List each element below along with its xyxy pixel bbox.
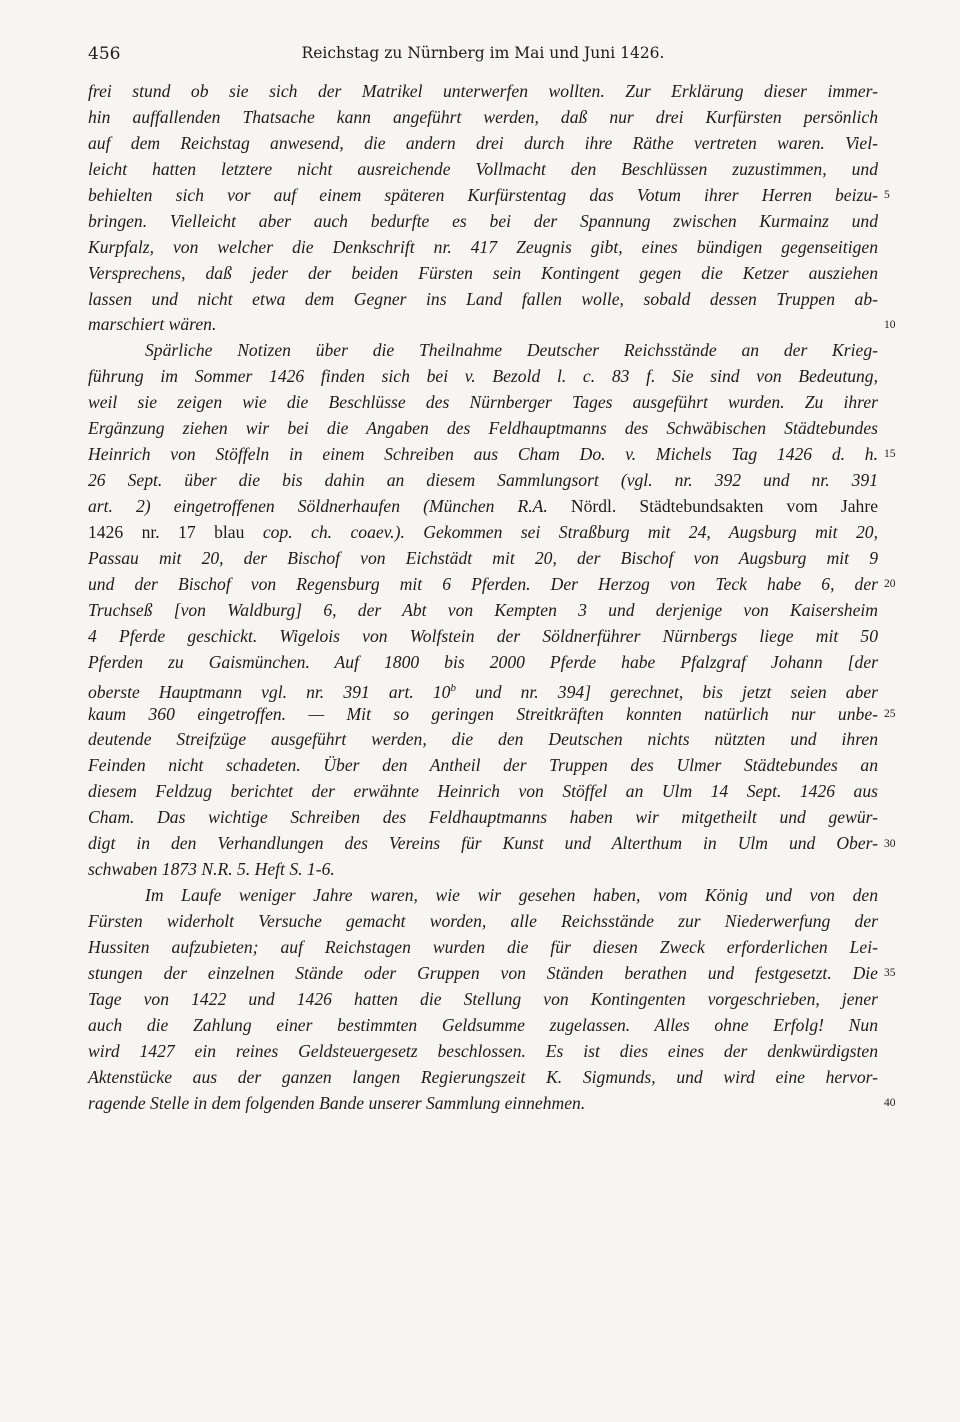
text-line: Feinden nicht schadeten. Über den Antheil der Truppen des Ulmer Städtebundes an xyxy=(88,755,878,776)
text-line xyxy=(88,494,878,520)
text-line: hin auffallenden Thatsache kann angeführt werden, daß nur drei Kurfürsten persönlich xyxy=(88,106,878,127)
text-segment: Gekommen sei Straßburg mit 24, Augsburg mit 20, xyxy=(423,521,878,542)
text-line: Versprechens, daß jeder der beiden Fürsten sein Kontingent gegen die Ketzer ausziehen xyxy=(88,262,878,283)
text-line xyxy=(88,676,878,702)
text-line: ragende Stelle in dem folgenden Bande unserer Sammlung einnehmen. xyxy=(88,1092,586,1113)
text-line: auch die Zahlung einer bestimmten Geldsumme zugelassen. Alles ohne Erfolg! Nun xyxy=(88,1014,878,1035)
text-line: Tage von 1422 und 1426 hatten die Stellung von Kontingenten vorgeschrieben, jener xyxy=(88,988,878,1009)
line-number: 35 xyxy=(884,967,896,980)
text-line: Fürsten widerholt Versuche gemacht worden, alle Reichsstände zur Niederwerfung der xyxy=(88,911,878,931)
text-line: marschiert wären. xyxy=(88,314,217,335)
text-line: 4 Pferde geschickt. Wigelois von Wolfstein der Söldnerführer Nürnbergs liege mit 50 xyxy=(88,625,878,646)
body-text xyxy=(88,79,878,1117)
text-line: Pferden zu Gaismünchen. Auf 1800 bis 2000 Pferde habe Pfalzgraf Johann [der xyxy=(88,651,878,672)
text-segment-roman: Nördl. Städtebundsakten vom Jahre xyxy=(570,496,879,516)
line-number: 30 xyxy=(884,837,896,850)
text-line: Ergänzung ziehen wir bei die Angaben des Feldhauptmanns des Schwäbischen Städtebundes xyxy=(88,418,878,439)
line-number: 15 xyxy=(884,448,896,461)
text-line: Kurpfalz, von welcher die Denkschrift nr. 417 Zeugnis gibt, eines bündigen gegenseitigen xyxy=(88,236,878,257)
text-line: Im Laufe weniger Jahre waren, wie wir gesehen haben, vom König und von den xyxy=(145,885,878,906)
text-line: Cham. Das wichtige Schreiben des Feldhauptmanns haben wir mitgetheilt und gewür- xyxy=(88,807,878,828)
line-number: 5 xyxy=(884,188,890,201)
running-title: Reichstag zu Nürnberg im Mai und Juni 1426. xyxy=(301,44,665,62)
text-line: Aktenstücke aus der ganzen langen Regierungszeit K. Sigmunds, und wird eine hervor- xyxy=(88,1066,878,1087)
line-number: 25 xyxy=(884,707,896,720)
text-line: digt in den Verhandlungen des Vereins für Kunst und Alterthum in Ulm und Ober- xyxy=(88,833,878,854)
text-line: Heinrich von Stöffeln in einem Schreiben aus Cham Do. v. Michels Tag 1426 d. h. xyxy=(88,444,878,465)
text-line: 26 Sept. über die bis dahin an diesem Sammlungsort (vgl. nr. 392 und nr. 391 xyxy=(88,470,878,491)
text-line: schwaben 1873 N.R. 5. Heft S. 1-6. xyxy=(88,859,335,880)
page-number: 456 xyxy=(88,44,121,64)
text-line: auf dem Reichstag anwesend, die andern drei durch ihre Räthe vertreten waren. Viel- xyxy=(88,132,878,153)
text-segment: cop. ch. coaev.). xyxy=(262,521,405,542)
text-line: stungen der einzelnen Stände oder Gruppen von Ständen berathen und festgesetzt. Die xyxy=(88,962,878,983)
text-line: Truchseß [von Waldburg] 6, der Abt von Kempten 3 und derjenige von Kaisersheim xyxy=(88,599,878,620)
text-line: kaum 360 eingetroffen. — Mit so geringen Streitkräften konnten natürlich nur unbe- xyxy=(88,703,878,724)
page-header xyxy=(88,38,878,68)
text-line: und der Bischof von Regensburg mit 6 Pferden. Der Herzog von Teck habe 6, der xyxy=(88,573,878,594)
text-line: Passau mit 20, der Bischof von Eichstädt mit 20, der Bischof von Augsburg mit 9 xyxy=(88,547,878,568)
text-line: bringen. Vielleicht aber auch bedurfte es bei der Spannung zwischen Kurmainz und xyxy=(88,210,878,231)
text-line: Hussiten aufzubieten; auf Reichstagen wurden die für diesen Zweck erforderlichen Lei- xyxy=(88,936,878,957)
line-number: 20 xyxy=(884,578,896,591)
text-segment: art. 2) eingetroffenen Söldnerhaufen (München R.A. xyxy=(88,496,548,516)
text-line: behielten sich vor auf einem späteren Kurfürstentag das Votum ihrer Herren beizu- xyxy=(88,184,878,205)
text-line: lassen und nicht etwa dem Gegner ins Land fallen wolle, sobald dessen Truppen ab- xyxy=(88,288,878,309)
text-line: frei stund ob sie sich der Matrikel unterwerfen wollten. Zur Erklärung dieser immer- xyxy=(88,81,878,101)
line-number: 40 xyxy=(884,1097,896,1110)
text-line: Spärliche Notizen über die Theilnahme Deutscher Reichsstände an der Krieg- xyxy=(145,340,878,361)
text-line: diesem Feldzug berichtet der erwähnte Heinrich von Stöffel an Ulm 14 Sept. 1426 aus xyxy=(88,781,878,802)
text-line: leicht hatten letztere nicht ausreichende Vollmacht den Beschlüssen zuzustimmen, und xyxy=(88,158,878,179)
text-line xyxy=(88,520,878,546)
text-line: weil sie zeigen wie die Beschlüsse des Nürnberger Tages ausgeführt wurden. Zu ihrer xyxy=(88,392,878,413)
text-line: führung im Sommer 1426 finden sich bei v. Bezold l. c. 83 f. Sie sind von Bedeutung, xyxy=(88,366,878,387)
text-line: deutende Streifzüge ausgeführt werden, die den Deutschen nichts nützten und ihren xyxy=(88,729,878,750)
text-segment: und nr. 394] gerechnet, bis jetzt seien aber xyxy=(475,681,878,702)
text-segment: oberste Hauptmann vgl. nr. 391 art. 10 xyxy=(88,681,451,702)
text-line: wird 1427 ein reines Geldsteuergesetz beschlossen. Es ist dies eines der denkwürdigsten xyxy=(88,1040,878,1061)
text-segment-roman: 1426 nr. 17 blau xyxy=(88,521,245,542)
line-number: 10 xyxy=(884,318,896,331)
superscript: b xyxy=(450,681,456,694)
